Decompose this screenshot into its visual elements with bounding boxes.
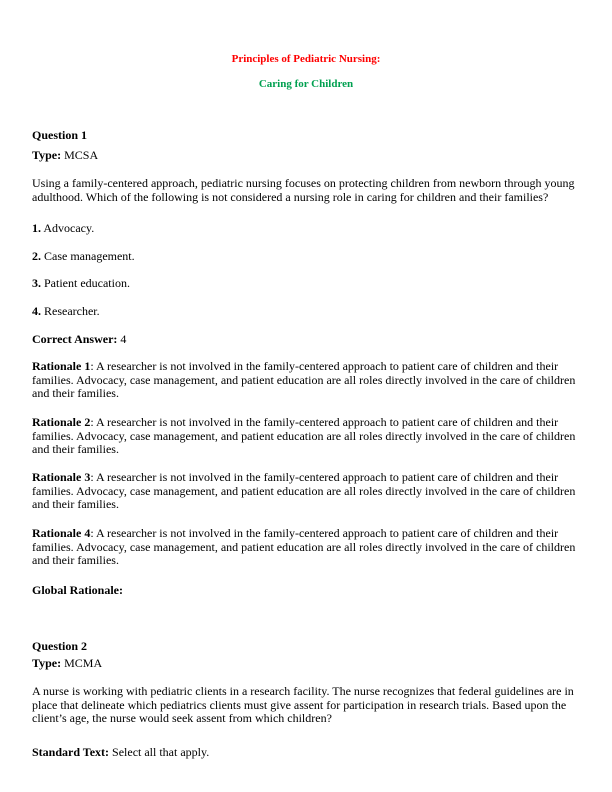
question-1-stem: Using a family-centered approach, pediatric nursing focuses on protecting children from newborn through young adulthood. Which of the following is not considered a nursing role in caring for children and their families? bbox=[32, 176, 575, 204]
rationale-4 bbox=[32, 527, 580, 568]
correct-answer bbox=[32, 332, 580, 346]
rationale-3 bbox=[32, 471, 580, 512]
rationale-2 bbox=[32, 416, 580, 457]
option-number: 2. bbox=[32, 249, 41, 263]
option-4 bbox=[32, 304, 580, 318]
rationale-1 bbox=[32, 360, 580, 401]
rationale-label: Rationale 3 bbox=[32, 470, 91, 484]
standard-text-value: Select all that apply. bbox=[112, 745, 210, 759]
type-value: MCMA bbox=[64, 656, 103, 670]
type-label: Type: bbox=[32, 148, 62, 162]
option-number: 4. bbox=[32, 304, 41, 318]
option-number: 3. bbox=[32, 276, 41, 290]
option-2 bbox=[32, 249, 580, 263]
type-value: MCSA bbox=[64, 148, 99, 162]
document-subtitle: Caring for Children bbox=[258, 78, 354, 90]
question-1-label: Question 1 bbox=[32, 128, 88, 142]
option-text: Patient education. bbox=[44, 276, 130, 290]
standard-text-label: Standard Text: bbox=[32, 745, 110, 759]
type-label: Type: bbox=[32, 656, 62, 670]
rationale-label: Rationale 2 bbox=[32, 415, 91, 429]
option-1 bbox=[32, 221, 580, 235]
option-text: Researcher. bbox=[44, 304, 100, 318]
option-text: Advocacy. bbox=[43, 221, 95, 235]
rationale-label: Rationale 1 bbox=[32, 359, 91, 373]
correct-answer-label: Correct Answer: bbox=[32, 332, 118, 346]
option-number: 1. bbox=[32, 221, 41, 235]
question-2-stem: A nurse is working with pediatric clients in a research facility. The nurse recognizes that federal guidelines are in place that delineate which pediatrics clients must give assent for participation in research trials. Based upon the client’s age, the nurse would seek assent from which children? bbox=[32, 684, 574, 725]
standard-text bbox=[32, 745, 580, 759]
question-1-type bbox=[32, 148, 580, 162]
document-title: Principles of Pediatric Nursing: bbox=[231, 53, 381, 65]
rationale-label: Rationale 4 bbox=[32, 526, 91, 540]
rationale-text: : A researcher is not involved in the family-centered approach to patient care of children and their families. Advocacy, case management, and patient education are all roles directly involved in the care of children and their families. bbox=[32, 359, 576, 400]
correct-answer-value: 4 bbox=[120, 332, 127, 346]
rationale-text: : A researcher is not involved in the family-centered approach to patient care of children and their families. Advocacy, case management, and patient education are all roles directly involved in the care of children and their families. bbox=[32, 470, 576, 511]
option-3 bbox=[32, 276, 580, 290]
global-rationale-label: Global Rationale: bbox=[32, 583, 124, 597]
option-text: Case management. bbox=[44, 249, 135, 263]
rationale-text: : A researcher is not involved in the family-centered approach to patient care of children and their families. Advocacy, case management, and patient education are all roles directly involved in the care of children and their families. bbox=[32, 526, 576, 567]
question-2-label: Question 2 bbox=[32, 639, 88, 653]
question-2-type bbox=[32, 656, 580, 670]
rationale-text: : A researcher is not involved in the family-centered approach to patient care of children and their families. Advocacy, case management, and patient education are all roles directly involved in the care of children and their families. bbox=[32, 415, 576, 456]
